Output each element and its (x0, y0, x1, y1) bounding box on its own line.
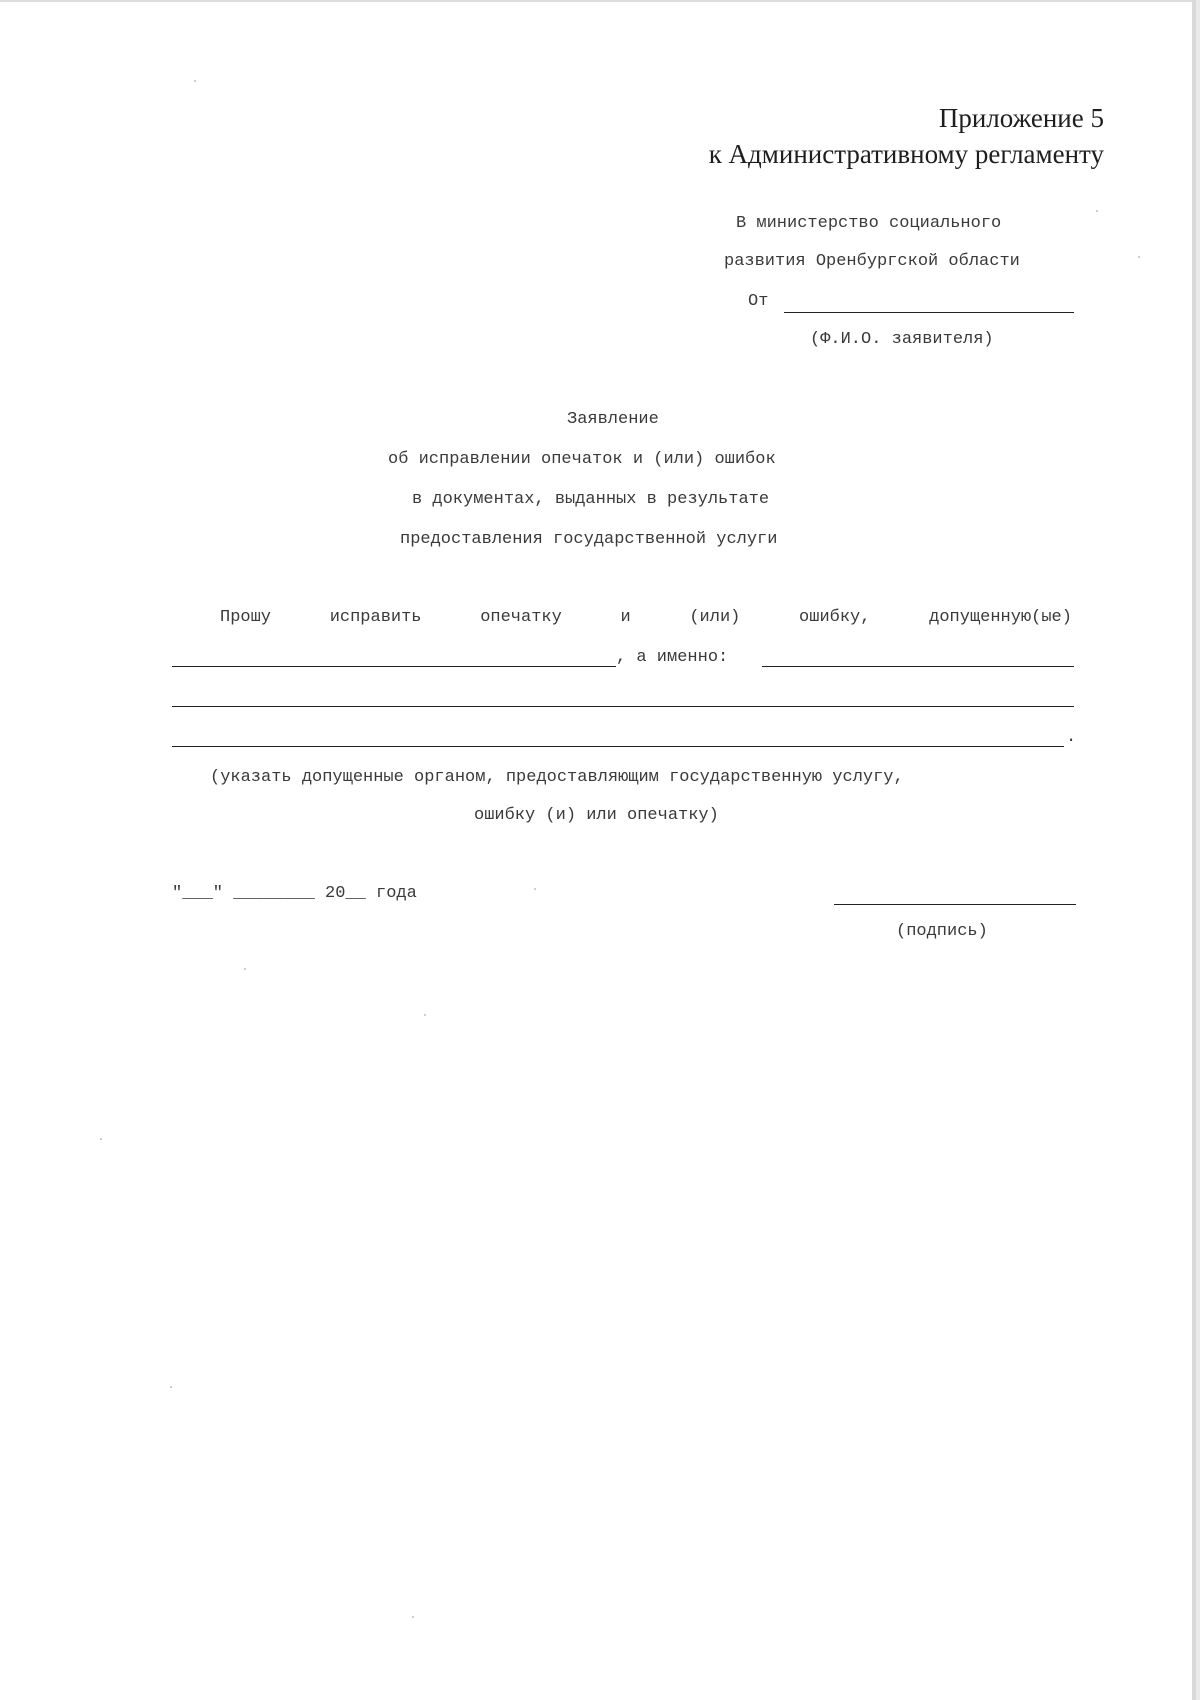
applicant-name-field[interactable] (784, 312, 1074, 313)
scan-speck (170, 1386, 172, 1388)
error-description-field[interactable] (762, 666, 1074, 667)
document-subtitle-line3: предоставления государственной услуги (400, 530, 778, 549)
signature-caption: (подпись) (896, 922, 988, 941)
annex-subtitle: к Административному регламенту (708, 139, 1104, 169)
addressee-line1: В министерство социального (736, 214, 1002, 233)
signature-field[interactable] (834, 904, 1076, 905)
scan-speck (1096, 210, 1098, 212)
from-label: От (748, 292, 769, 311)
request-sentence (220, 608, 1072, 627)
end-period: . (1066, 728, 1077, 747)
scan-speck (100, 1138, 102, 1140)
document-subtitle-line1: об исправлении опечаток и (или) ошибок (388, 450, 776, 469)
scan-speck (412, 1616, 414, 1618)
scan-speck (244, 968, 246, 970)
scan-speck (194, 80, 196, 82)
request-word: (или) (689, 608, 741, 627)
scan-speck (534, 888, 536, 890)
request-word: допущенную(ые) (929, 608, 1072, 627)
document-title: Заявление (567, 410, 659, 429)
request-word: опечатку (480, 608, 562, 627)
scan-speck (424, 1014, 426, 1016)
addressee-line2: развития Оренбургской области (724, 252, 1020, 271)
request-word: и (620, 608, 631, 627)
applicant-name-caption: (Ф.И.О. заявителя) (810, 330, 994, 349)
error-description-field-line3[interactable] (172, 746, 1064, 747)
date-field[interactable]: "___" ________ 20__ года (172, 884, 417, 903)
error-caption-line1: (указать допущенные органом, предоставляющим государственную услугу, (210, 768, 904, 787)
document-subtitle-line2: в документах, выданных в результате (412, 490, 770, 509)
request-word: ошибку, (799, 608, 871, 627)
request-word: Прошу (220, 608, 272, 627)
error-description-field-line2[interactable] (172, 706, 1074, 707)
request-word: исправить (329, 608, 422, 627)
annex-number: Приложение 5 (938, 103, 1104, 133)
error-caption-line2: ошибку (и) или опечатку) (474, 806, 719, 825)
scan-speck (1138, 256, 1140, 258)
document-name-field[interactable] (172, 666, 616, 667)
namely-label: , а именно: (616, 648, 729, 667)
